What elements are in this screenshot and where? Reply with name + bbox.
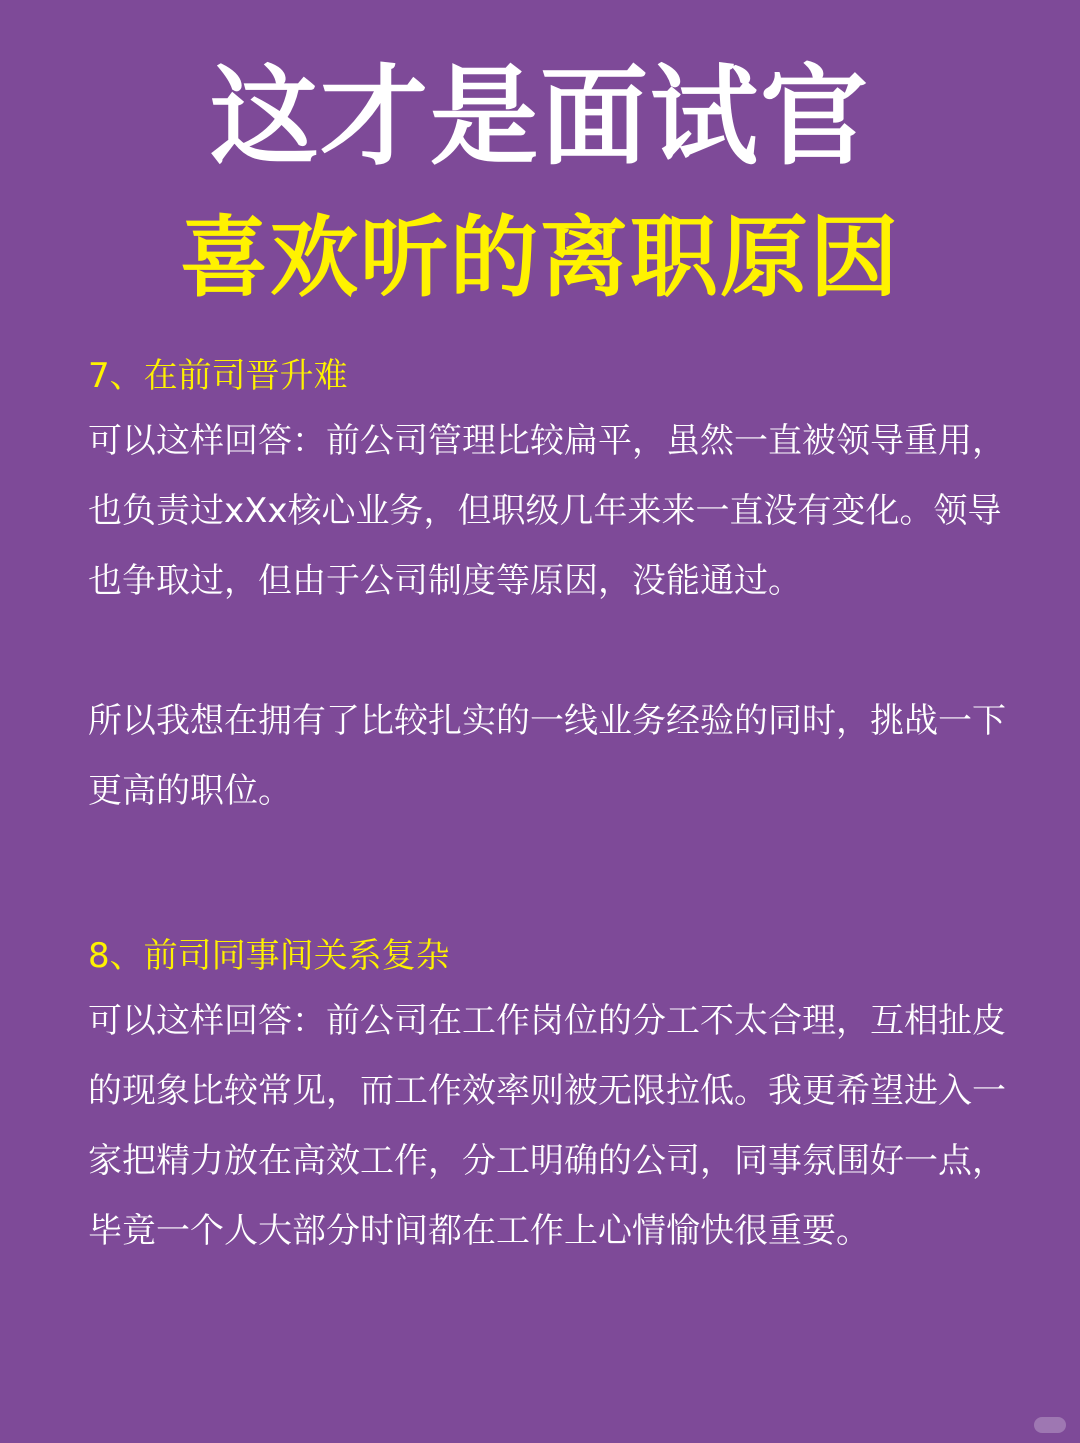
page-subtitle: 喜欢听的离职原因 [179, 206, 900, 309]
section-7 [88, 346, 1008, 826]
answer-paragraph: 可以这样回答：前公司在工作岗位的分工不太合理，互相扯皮的现象比较常见，而工作效率则被无限拉低。我更希望进入一家把精力放在高效工作，分工明确的公司，同事氛围好一点，毕竟一个人大部分时间都在工作上心情愉快很重要。 [88, 1001, 1006, 1251]
paragraph-spacer [88, 616, 1008, 686]
answer-paragraph: 所以我想在拥有了比较扎实的一线业务经验的同时，挑战一下更高的职位。 [88, 701, 1006, 811]
answer-paragraph: 可以这样回答：前公司管理比较扁平，虽然一直被领导重用，也负责过xXx核心业务，但职级几年来来一直没有变化。领导也争取过，但由于公司制度等原因，没能通过。 [88, 421, 1006, 601]
section-spacer [88, 826, 1008, 926]
watermark-badge [1034, 1417, 1066, 1433]
page-title: 这才是面试官 [209, 55, 870, 180]
section-heading: 8、前司同事间关系复杂 [88, 936, 450, 976]
section-8 [88, 926, 1008, 1266]
article-body [88, 346, 1008, 1266]
section-heading: 7、在前司晋升难 [88, 356, 348, 396]
